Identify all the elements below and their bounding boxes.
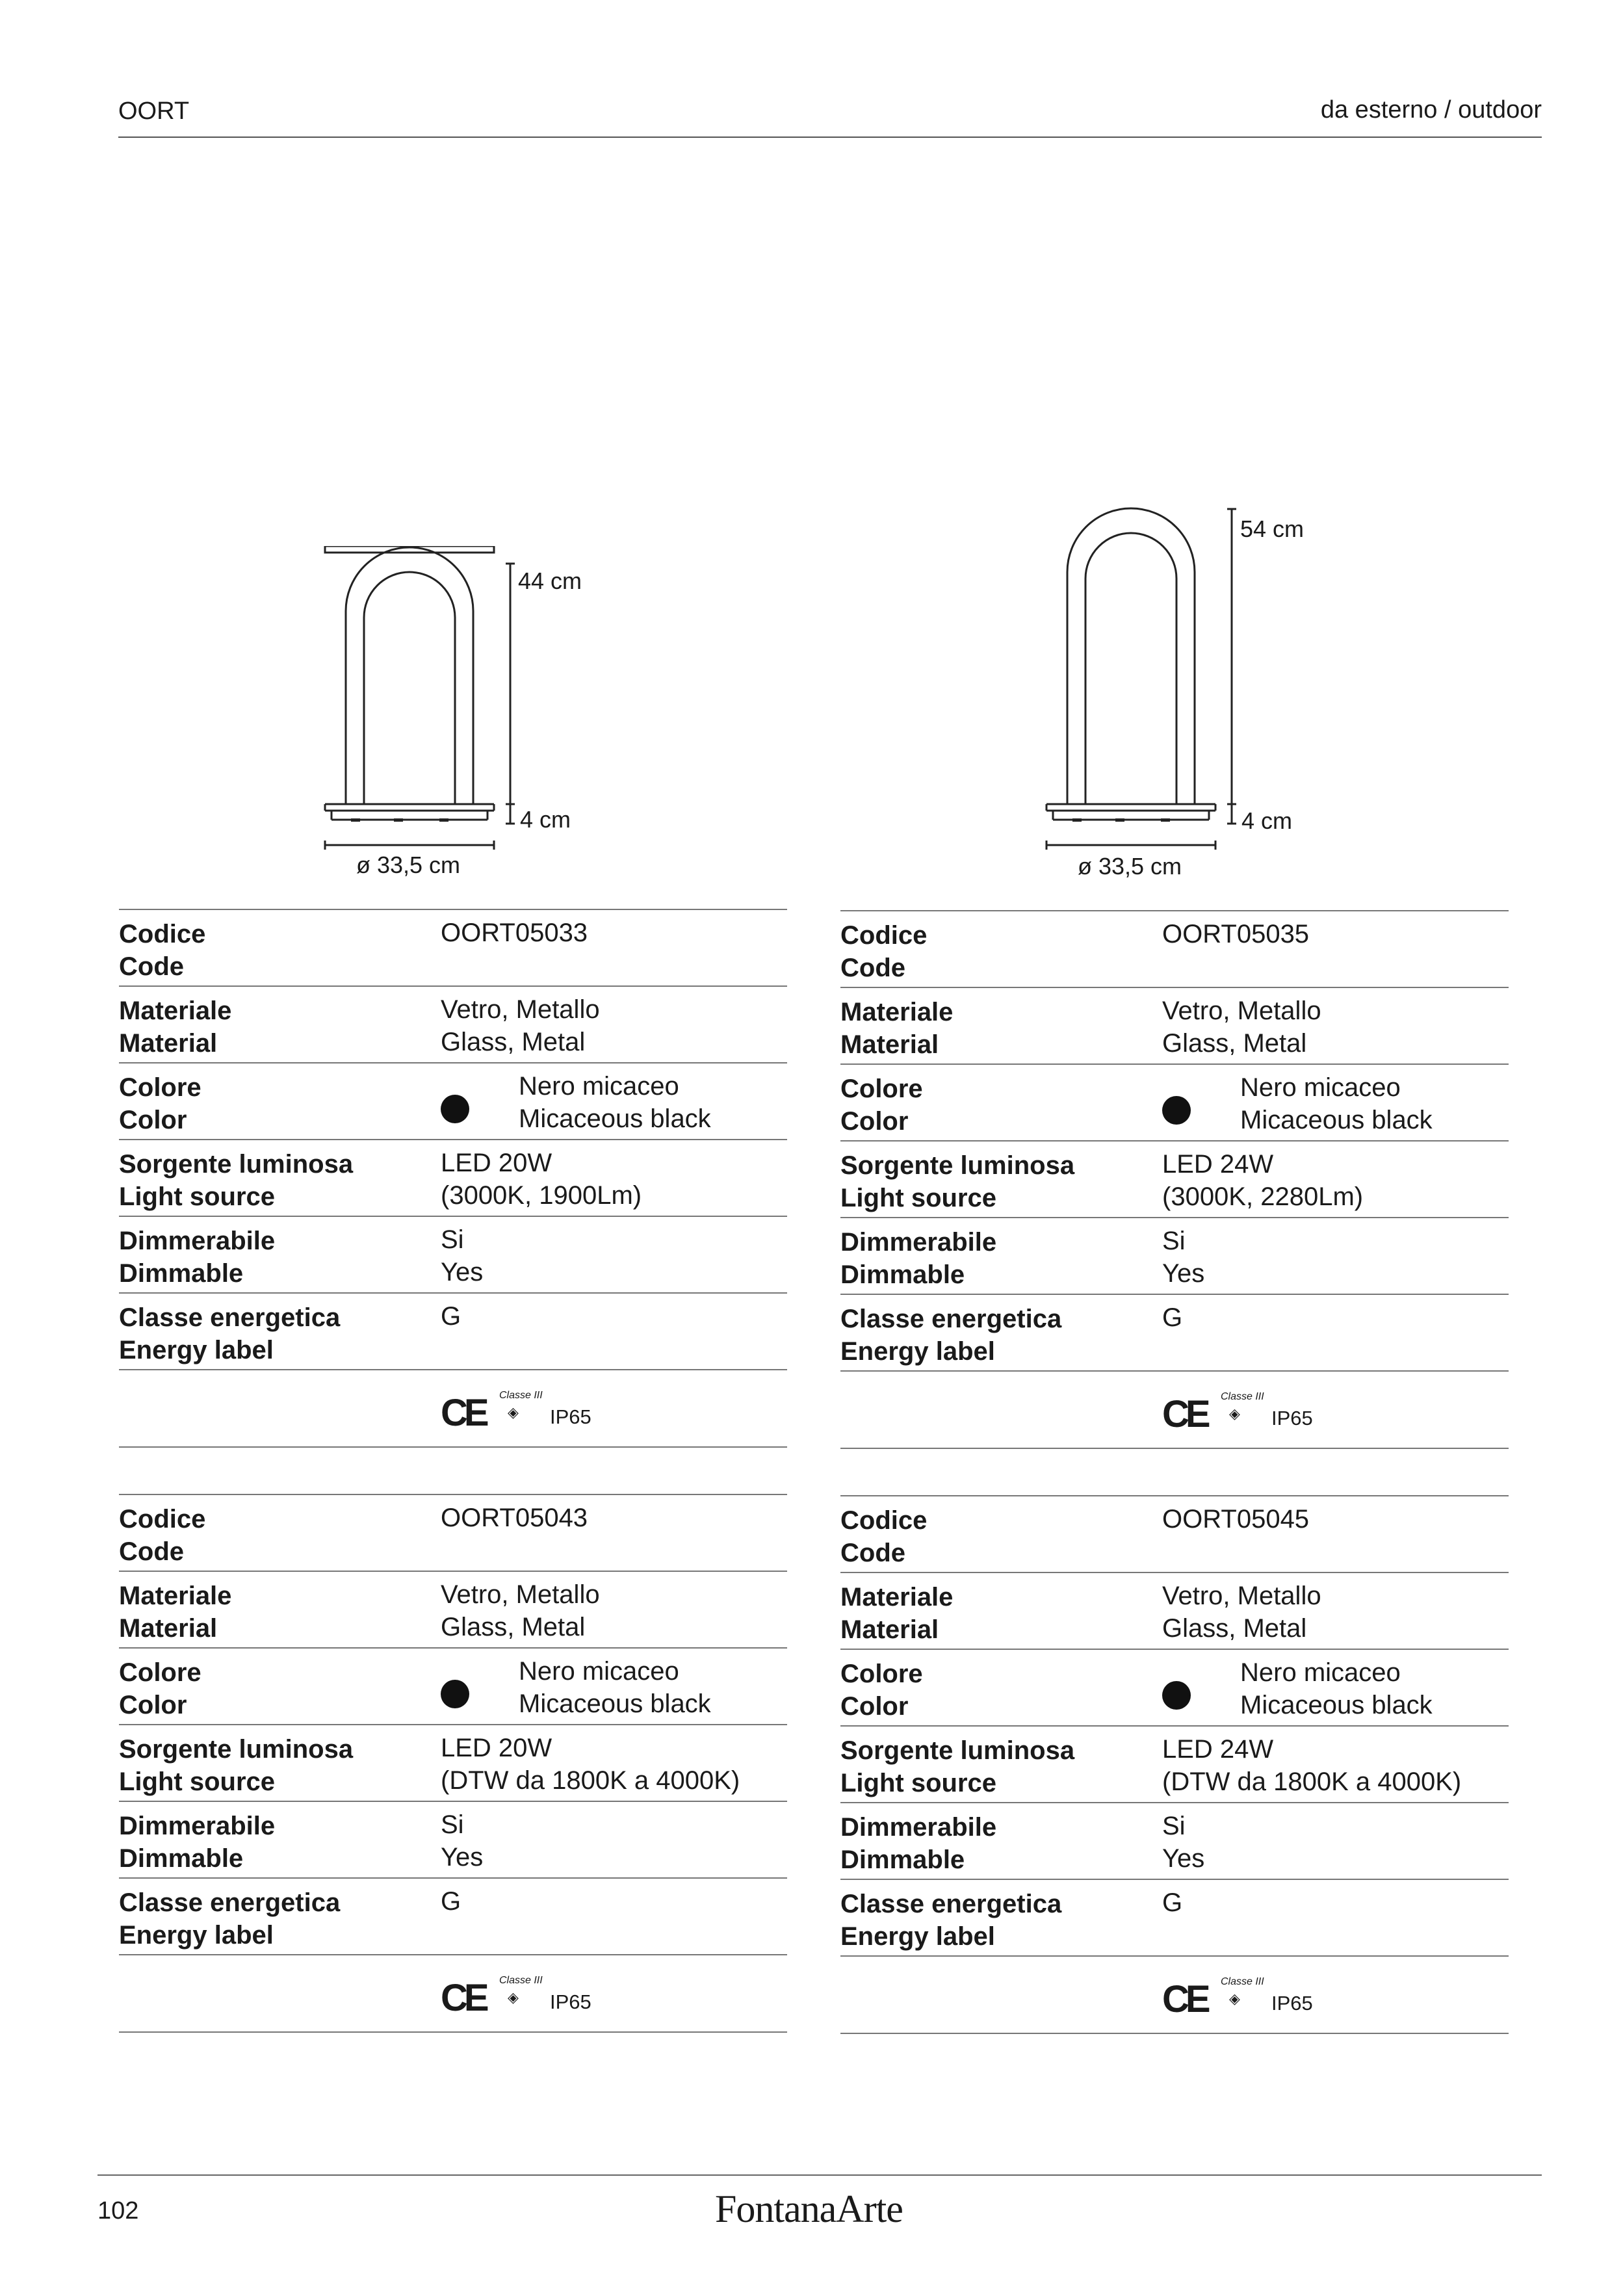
color-swatch — [441, 1095, 469, 1123]
row-color: Colore Color Nero micaceo Micaceous black — [119, 1647, 787, 1724]
energy-value: G — [441, 1887, 461, 1916]
row-light-source — [840, 1725, 1509, 1802]
material-label: Materiale Material — [119, 1582, 232, 1643]
lamp-drawing-large — [1033, 507, 1254, 871]
height-label-large: 54 cm — [1240, 515, 1305, 542]
ip-rating: IP65 — [1271, 1407, 1313, 1429]
spec-table-oort05033 — [119, 909, 787, 1448]
light-source-value: LED 24W (3000K, 2280Lm) — [1162, 1150, 1364, 1211]
dimmable-value: Si Yes — [1162, 1812, 1205, 1873]
ce-mark-icon: CE — [441, 1977, 486, 2019]
energy-value: G — [1162, 1888, 1183, 1917]
row-material — [119, 985, 787, 1062]
row-energy — [119, 1292, 787, 1369]
base-label-small: 4 cm — [520, 806, 571, 833]
dimmable-value: Si Yes — [441, 1225, 484, 1286]
base-label-large: 4 cm — [1241, 807, 1293, 834]
energy-label: Classe energetica Energy label — [840, 1305, 1062, 1366]
code-value: OORT05045 — [1162, 1505, 1310, 1533]
dimmable-value: Si Yes — [441, 1810, 484, 1872]
row-energy — [119, 1877, 787, 1954]
dimmable-label: Dimmerabile Dimmable — [840, 1228, 997, 1289]
material-label: Materiale Material — [840, 1583, 954, 1644]
row-code — [119, 1494, 787, 1571]
row-certifications — [840, 1370, 1509, 1449]
spec-table-oort05035 — [840, 910, 1509, 1449]
color-label: Colore Color — [840, 1660, 923, 1721]
light-source-label: Sorgente luminosa Light source — [840, 1736, 1075, 1797]
page-number: 102 — [97, 2197, 139, 2224]
row-energy — [840, 1879, 1509, 1955]
classe-label: Classe III — [499, 1390, 543, 1401]
energy-label: Classe energetica Energy label — [119, 1888, 341, 1950]
code-label: Codice Code — [840, 1506, 928, 1567]
energy-value: G — [1162, 1303, 1183, 1332]
lamp-outline-small — [312, 546, 533, 871]
light-source-value: LED 24W (DTW da 1800K a 4000K) — [1162, 1735, 1462, 1796]
spec-table-oort05045 — [840, 1495, 1509, 2034]
spec-table-oort05043 — [119, 1494, 787, 2033]
color-label: Colore Color — [119, 1073, 201, 1134]
light-source-value: LED 20W (DTW da 1800K a 4000K) — [441, 1734, 740, 1795]
row-dimmable — [840, 1217, 1509, 1294]
class-iii-icon: ◈ — [508, 1989, 519, 2005]
class-iii-icon: ◈ — [1229, 1405, 1240, 1422]
dimmable-label: Dimmerabile Dimmable — [840, 1813, 997, 1874]
classe-label: Classe III — [499, 1975, 543, 1986]
color-swatch — [1162, 1096, 1191, 1125]
row-light-source — [840, 1140, 1509, 1217]
classe-label: Classe III — [1221, 1976, 1264, 1987]
material-value: Vetro, Metallo Glass, Metal — [1162, 1582, 1321, 1643]
material-label: Materiale Material — [119, 997, 232, 1058]
ce-mark-icon: CE — [1162, 1393, 1207, 1435]
row-material — [119, 1571, 787, 1647]
category-label: da esterno / outdoor — [1320, 96, 1542, 124]
row-color: Colore Color Nero micaceo Micaceous black — [840, 1649, 1509, 1725]
material-label: Materiale Material — [840, 998, 954, 1059]
row-code — [840, 1495, 1509, 1572]
light-source-label: Sorgente luminosa Light source — [119, 1735, 354, 1796]
row-material — [840, 1572, 1509, 1649]
code-label: Codice Code — [119, 1505, 206, 1566]
row-light-source — [119, 1139, 787, 1216]
ip-rating: IP65 — [550, 1405, 591, 1428]
ip-rating: IP65 — [550, 1990, 591, 2013]
material-value: Vetro, Metallo Glass, Metal — [441, 995, 600, 1056]
light-source-value: LED 20W (3000K, 1900Lm) — [441, 1149, 642, 1210]
light-source-label: Sorgente luminosa Light source — [840, 1151, 1075, 1212]
lamp-drawing-small — [312, 546, 533, 871]
energy-label: Classe energetica Energy label — [119, 1303, 341, 1364]
ce-mark-icon: CE — [441, 1392, 486, 1434]
diameter-label-small: ø 33,5 cm — [356, 852, 461, 878]
material-value: Vetro, Metallo Glass, Metal — [1162, 997, 1321, 1058]
color-swatch — [1162, 1681, 1191, 1710]
dimmable-label: Dimmerabile Dimmable — [119, 1812, 276, 1873]
energy-value: G — [441, 1302, 461, 1331]
page-header — [118, 91, 1542, 138]
row-material — [840, 987, 1509, 1063]
code-value: OORT05033 — [441, 919, 588, 947]
brand-logo: FontanaArte — [715, 2187, 903, 2230]
code-label: Codice Code — [840, 921, 928, 982]
energy-label: Classe energetica Energy label — [840, 1890, 1062, 1951]
row-light-source — [119, 1724, 787, 1801]
row-color: Colore Color Nero micaceo Micaceous black — [840, 1063, 1509, 1140]
ip-rating: IP65 — [1271, 1992, 1313, 2015]
dimmable-value: Si Yes — [1162, 1227, 1205, 1288]
row-certifications — [119, 1369, 787, 1448]
lamp-outline-large — [1033, 507, 1254, 871]
diameter-label-large: ø 33,5 cm — [1078, 853, 1182, 880]
ce-mark-icon: CE — [1162, 1978, 1207, 2020]
classe-label: Classe III — [1221, 1391, 1264, 1402]
class-iii-icon: ◈ — [1229, 1990, 1240, 2007]
code-label: Codice Code — [119, 920, 206, 981]
row-certifications — [119, 1954, 787, 2033]
color-label: Colore Color — [119, 1658, 201, 1719]
code-value: OORT05035 — [1162, 920, 1310, 948]
row-code — [840, 910, 1509, 987]
material-value: Vetro, Metallo Glass, Metal — [441, 1580, 600, 1641]
row-dimmable — [119, 1801, 787, 1877]
row-certifications — [840, 1955, 1509, 2034]
class-iii-icon: ◈ — [508, 1404, 519, 1420]
series-title: OORT — [118, 98, 190, 125]
row-dimmable — [119, 1216, 787, 1292]
color-label: Colore Color — [840, 1075, 923, 1136]
row-dimmable — [840, 1802, 1509, 1879]
row-energy — [840, 1294, 1509, 1370]
code-value: OORT05043 — [441, 1504, 588, 1532]
row-code — [119, 909, 787, 985]
color-swatch — [441, 1680, 469, 1708]
dimmable-label: Dimmerabile Dimmable — [119, 1227, 276, 1288]
light-source-label: Sorgente luminosa Light source — [119, 1150, 354, 1211]
height-label-small: 44 cm — [518, 567, 582, 594]
row-color: Colore Color Nero micaceo Micaceous black — [119, 1062, 787, 1139]
footer-divider — [97, 2174, 1542, 2176]
